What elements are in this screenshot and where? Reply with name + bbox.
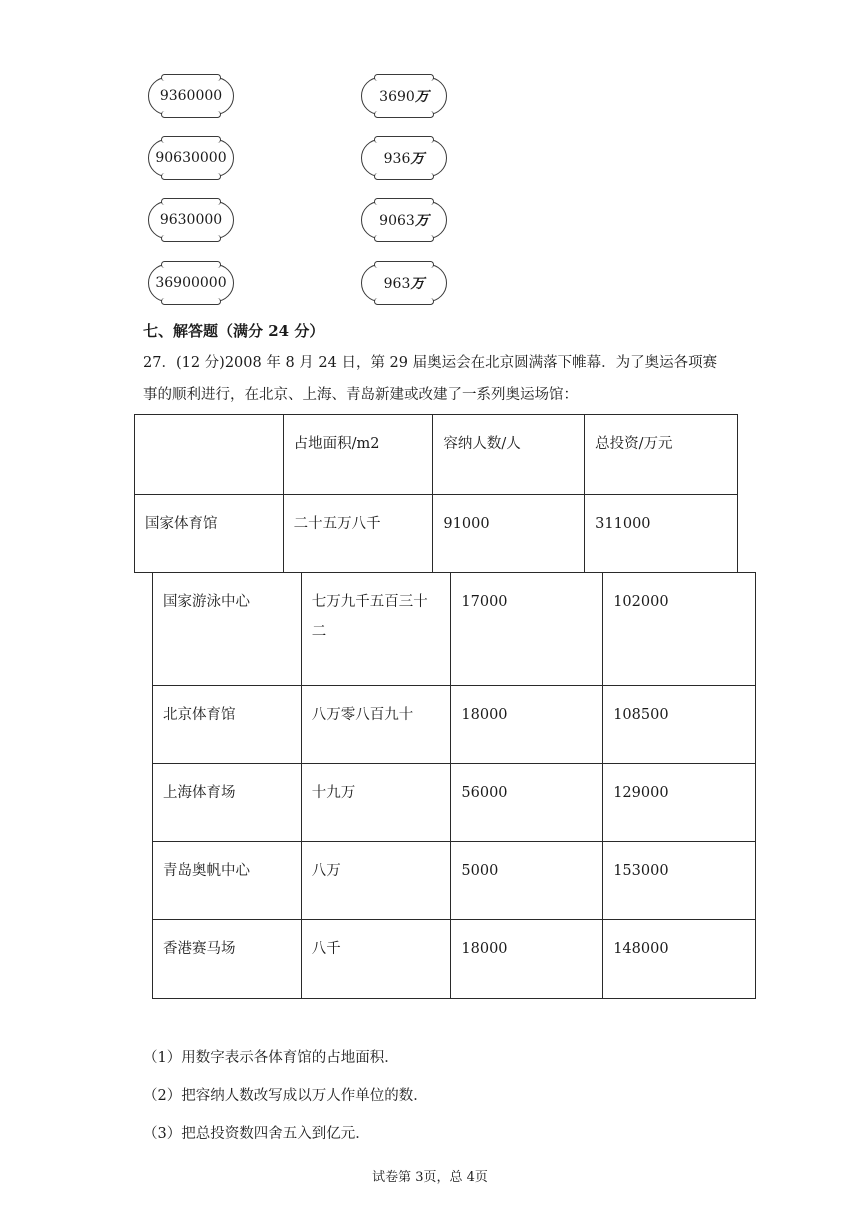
- table-header-cell: [135, 415, 284, 495]
- wan-unit: 万: [414, 213, 429, 229]
- table-cell: 上海体育场: [153, 764, 302, 842]
- venue-table-bottom: [152, 572, 756, 999]
- number-cloud: [148, 139, 234, 177]
- wan-cloud: [361, 201, 447, 239]
- number-cloud: [148, 201, 234, 239]
- table-row: [153, 764, 756, 842]
- table-cell: 153000: [603, 842, 756, 920]
- table-cell: 129000: [603, 764, 756, 842]
- table-cell: 5000: [451, 842, 603, 920]
- table-cell: 91000: [433, 495, 585, 573]
- table-cell: 311000: [585, 495, 738, 573]
- problem-text-line2: 事的顺利进行，在北京、上海、青岛新建或改建了一系列奥运场馆：: [143, 387, 578, 403]
- cloud-value: 9630000: [159, 212, 223, 228]
- table-cell: 56000: [451, 764, 603, 842]
- cloud-value: 936: [383, 151, 411, 167]
- table-header-cell: 总投资/万元: [585, 415, 738, 495]
- table-cell: 香港赛马场: [153, 920, 302, 999]
- table-cell: 18000: [451, 920, 603, 999]
- table-row: [153, 842, 756, 920]
- wan-cloud: [361, 139, 447, 177]
- table-row: [153, 573, 756, 686]
- table-cell: 七万九千五百三十二: [301, 573, 451, 686]
- table-cell: 国家体育馆: [135, 495, 284, 573]
- question-1: （1）用数字表示各体育馆的占地面积．: [143, 1050, 399, 1066]
- page-footer: 试卷第 3页，总 4页: [372, 1170, 488, 1185]
- cloud-value: 9063: [379, 213, 415, 229]
- venue-table-top: [134, 414, 738, 573]
- table-row: [153, 920, 756, 999]
- table-cell: 18000: [451, 686, 603, 764]
- table-cell: 国家游泳中心: [153, 573, 302, 686]
- table-cell: 二十五万八千: [283, 495, 433, 573]
- wan-unit: 万: [410, 276, 425, 292]
- table-header-cell: 占地面积/m2: [283, 415, 433, 495]
- question-2: （2）把容纳人数改写成以万人作单位的数．: [143, 1088, 428, 1104]
- table-cell: 148000: [603, 920, 756, 999]
- table-cell: 102000: [603, 573, 756, 686]
- wan-cloud: [361, 77, 447, 115]
- table-cell: 青岛奥帆中心: [153, 842, 302, 920]
- section-title: 七、解答题（满分 24 分）: [143, 322, 325, 340]
- table-cell: 108500: [603, 686, 756, 764]
- number-cloud: [148, 264, 234, 302]
- number-cloud: [148, 77, 234, 115]
- cloud-value: 36900000: [155, 275, 227, 291]
- question-3: （3）把总投资数四舍五入到亿元．: [143, 1126, 370, 1142]
- table-cell: 八万零八百九十: [301, 686, 451, 764]
- table-cell: 八万: [301, 842, 451, 920]
- cloud-value: 9360000: [159, 88, 223, 104]
- table-cell: 八千: [301, 920, 451, 999]
- wan-cloud: [361, 264, 447, 302]
- table-row: [153, 686, 756, 764]
- table-cell: 北京体育馆: [153, 686, 302, 764]
- cloud-value: 963: [383, 276, 411, 292]
- table-cell: 十九万: [301, 764, 451, 842]
- table-header-cell: 容纳人数/人: [433, 415, 585, 495]
- table-cell: 17000: [451, 573, 603, 686]
- cloud-value: 90630000: [155, 150, 227, 166]
- wan-unit: 万: [410, 151, 425, 167]
- cloud-value: 3690: [379, 89, 415, 105]
- wan-unit: 万: [414, 89, 429, 105]
- problem-text-line1: 27．(12 分)2008 年 8 月 24 日，第 29 届奥运会在北京圆满落下帷幕．为了奥运各项赛: [143, 355, 718, 371]
